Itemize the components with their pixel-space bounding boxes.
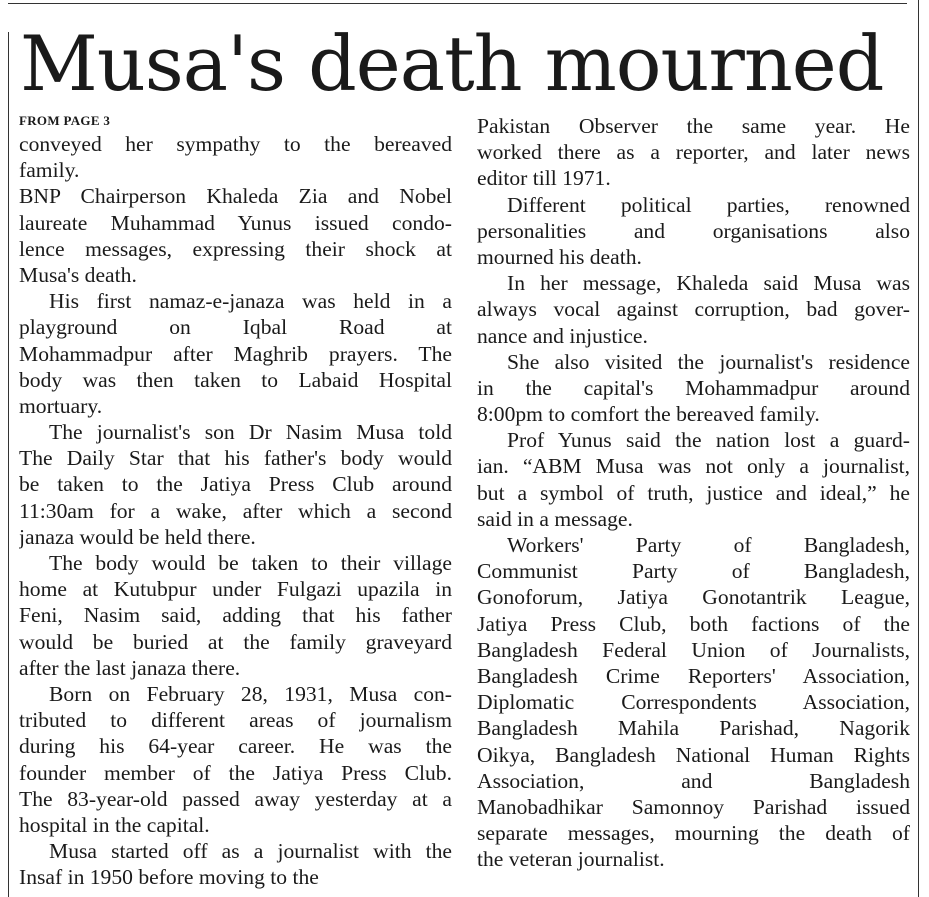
text-line: In her message, Khaleda said Musa was [507,271,910,296]
text-line: Communist Party of Bangladesh, [477,559,910,584]
text-line: tributed to different areas of journalism [19,708,452,733]
text-line: family. [19,158,80,183]
text-line: Jatiya Press Club, both factions of the [477,611,910,636]
text-line: Musa started off as a journalist with the [49,839,452,864]
text-line: Born on February 28, 1931, Musa con- [49,681,452,706]
text-line: Gonoforum, Jatiya Gonotantrik League, [477,585,910,610]
text-line: Bangladesh Federal Union of Journalists, [477,637,910,662]
text-line: Insaf in 1950 before moving to the [19,865,319,890]
text-line: body was then taken to Labaid Hospital [19,367,452,392]
left-column-body [19,131,452,890]
text-line: Musa's death. [19,262,137,287]
text-line: always vocal against corruption, bad gover- [477,297,910,322]
text-line: The 83-year-old passed away yesterday at a [19,786,452,811]
text-line: nance and injustice. [477,323,648,348]
text-line: Manobadhikar Samonnoy Parishad issued [477,794,910,819]
text-line: Bangladesh Crime Reporters' Association, [477,663,910,688]
text-line: Mohammadpur after Maghrib prayers. The [19,341,452,366]
paragraph [19,288,452,419]
paragraph [19,550,452,681]
text-line: ian. “ABM Musa was not only a journalist, [477,454,910,479]
kicker-from-page: FROM PAGE 3 [19,113,111,128]
text-line: Association, and Bangladesh [477,768,910,793]
left-column-rule [8,32,9,897]
text-line: be taken to the Jatiya Press Club around [19,472,452,497]
paragraph [477,532,910,872]
right-column-rule [918,0,919,897]
text-line: lence messages, expressing their shock at [19,236,452,261]
paragraph [19,681,452,838]
paragraph [477,270,910,349]
text-line: The journalist's son Dr Nasim Musa told [49,420,452,445]
text-line: said in a message. [477,506,633,531]
text-line: 11:30am for a wake, after which a second [19,498,452,523]
text-line: separate messages, mourning the death of [477,821,910,846]
text-line: editor till 1971. [477,166,611,191]
paragraph [477,113,910,192]
text-line: in the capital's Mohammadpur around [477,375,910,400]
text-line: hospital in the capital. [19,812,210,837]
headline: Musa's death mourned [20,19,884,108]
text-line: after the last janaza there. [19,655,241,680]
text-line: Feni, Nasim said, adding that his father [19,603,452,628]
article-column-right [477,113,910,872]
text-line: personalities and organisations also [477,218,910,243]
text-line: mourned his death. [477,244,642,269]
text-line: The Daily Star that his father's body would [19,446,452,471]
text-line: His first namaz-e-janaza was held in a [49,289,452,314]
paragraph [477,192,910,271]
text-line: worked there as a reporter, and later news [477,140,910,165]
text-line: janaza would be held there. [19,524,256,549]
text-line: but a symbol of truth, justice and ideal,” he [477,480,910,505]
text-line: laureate Muhammad Yunus issued condo- [19,210,452,235]
text-line: playground on Iqbal Road at [19,315,452,340]
paragraph [477,427,910,532]
text-line: mortuary. [19,393,103,418]
text-line: She also visited the journalist's residence [507,349,910,374]
text-line: conveyed her sympathy to the bereaved [19,132,452,156]
text-line: would be buried at the family graveyard [19,629,452,654]
top-rule [8,3,907,4]
paragraph [477,349,910,428]
text-line: the veteran journalist. [477,847,665,872]
text-line: BNP Chairperson Khaleda Zia and Nobel [19,184,452,209]
text-line: Different political parties, renowned [507,192,910,217]
paragraph [19,419,452,550]
article-column-left [19,113,452,890]
text-line: Workers' Party of Bangladesh, [507,533,910,557]
text-line: during his 64-year career. He was the [19,734,452,759]
text-line: Bangladesh Mahila Parishad, Nagorik [477,716,910,741]
text-line: Diplomatic Correspondents Association, [477,690,910,715]
text-line: The body would be taken to their village [49,551,452,575]
paragraph [19,838,452,890]
text-line: Oikya, Bangladesh National Human Rights [477,742,910,767]
text-line: 8:00pm to comfort the bereaved family. [477,402,820,427]
text-line: Pakistan Observer the same year. He [477,114,910,138]
paragraph [19,183,452,288]
right-column-body [477,113,910,872]
text-line: founder member of the Jatiya Press Club. [19,760,452,785]
paragraph [19,131,452,183]
text-line: home at Kutubpur under Fulgazi upazila in [19,577,452,602]
text-line: Prof Yunus said the nation lost a guard- [507,428,910,453]
